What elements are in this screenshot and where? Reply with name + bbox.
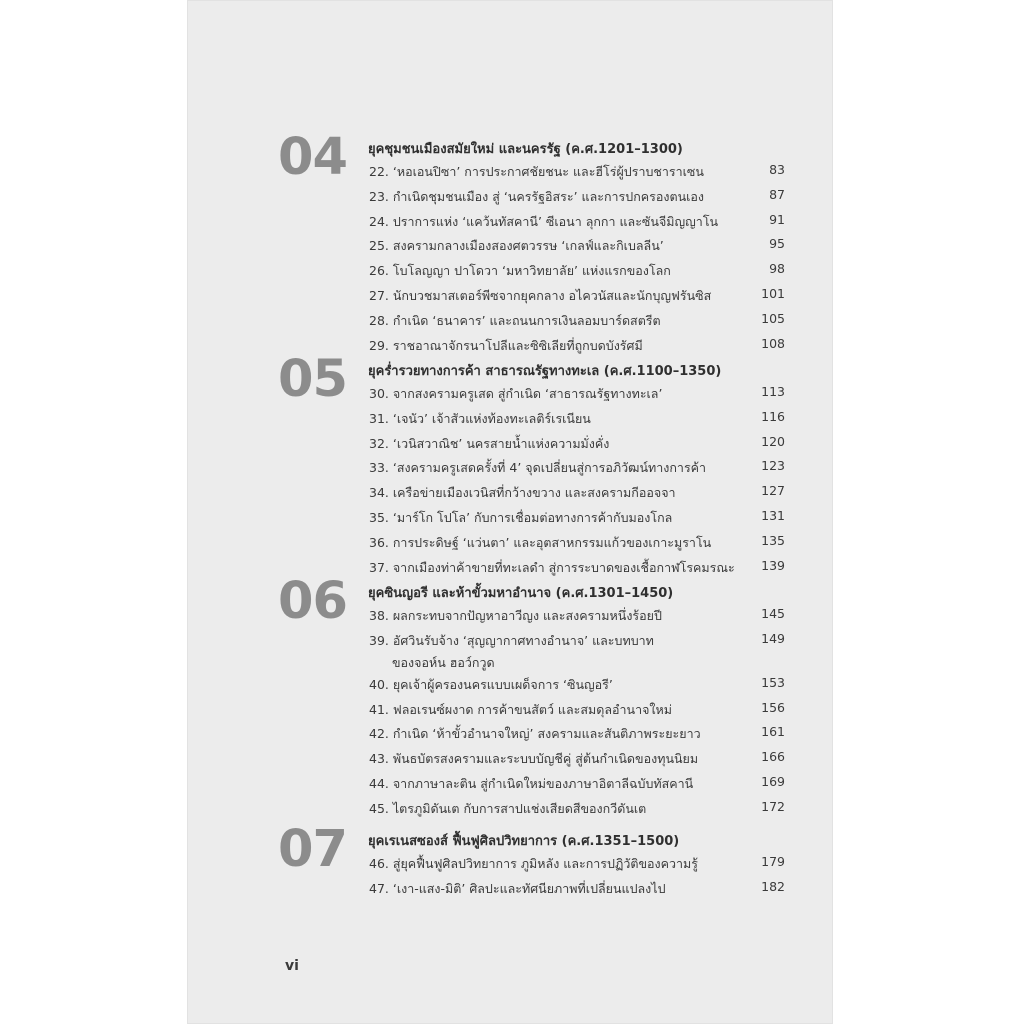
- toc-entry[interactable]: [369, 671, 789, 696]
- toc-entry[interactable]: [369, 745, 789, 770]
- toc-entry[interactable]: [369, 257, 789, 282]
- page-number: 95: [769, 236, 785, 252]
- page-number: 127: [761, 483, 785, 499]
- entry-title: 41. ฟลอเรนซ์ผงาด การค้าขนสัตว์ และสมดุลอำนาจใหม่: [369, 701, 673, 717]
- toc-entry[interactable]: [369, 158, 789, 183]
- page-number: 131: [761, 507, 785, 523]
- toc-entry[interactable]: [369, 332, 789, 357]
- page-number: 153: [761, 674, 785, 690]
- entry-title: 28. กำเนิด ‘ธนาคาร’ และถนนการเงินลอมบาร์ดสตรีต: [369, 312, 661, 328]
- toc-entry[interactable]: [369, 208, 789, 233]
- page-number: 135: [761, 532, 785, 548]
- entry-title: 42. กำเนิด ‘ห้าขั้วอำนาจใหญ่’ สงครามและสันติภาพระยะยาว: [369, 726, 701, 742]
- toc-entry[interactable]: [369, 554, 789, 579]
- toc-entry[interactable]: [369, 405, 789, 430]
- section-number: 04: [278, 128, 347, 187]
- entry-title: 38. ผลกระทบจากปัญหาอาวีญง และสงครามหนึ่งร้อยปี: [369, 608, 662, 623]
- page-number: 108: [761, 335, 785, 351]
- toc-entry[interactable]: [369, 307, 789, 332]
- page-number: 139: [761, 557, 785, 573]
- toc-entry[interactable]: [369, 627, 789, 671]
- toc-entry[interactable]: [369, 602, 789, 627]
- section-title: ยุคเรเนสซองส์ ฟื้นฟูศิลปวิทยาการ (ค.ศ.1351–1500): [368, 834, 680, 849]
- toc-entry[interactable]: [369, 380, 789, 405]
- section-number: 06: [278, 572, 347, 631]
- page-number: 156: [761, 699, 785, 715]
- page-number: 116: [761, 408, 785, 424]
- page-number: 87: [769, 186, 785, 202]
- entry-title: 47. ‘เงา-แสง-มิติ’ ศิลปะและทัศนียภาพที่เปลี่ยนแปลงไป: [369, 880, 666, 896]
- entry-title: 46. สู่ยุคฟื้นฟูศิลปวิทยาการ ภูมิหลัง และการปฏิวัติของความรู้: [369, 856, 698, 871]
- entry-title: 31. ‘เจนัว’ เจ้าสัวแห่งท้องทะเลติร์เรเนียน: [369, 410, 591, 426]
- entry-title: 23. กำเนิดชุมชนเมือง สู่ ‘นครรัฐอิสระ’ และการปกครองตนเอง: [369, 188, 705, 204]
- entry-title: 30. จากสงครามครูเสด สู่กำเนิด ‘สาธารณรัฐทางทะเล’: [369, 386, 663, 401]
- toc-entry[interactable]: [369, 696, 789, 721]
- entry-title: 27. นักบวชมาสเตอร์พีซจากยุคกลาง อไควนัสและนักบุญฟรันซิส: [369, 287, 712, 303]
- entry-title-continued: ของจอห์น ฮอว์กวูด: [392, 654, 495, 670]
- entry-title: 32. ‘เวนิสวาณิช’ นครสายน้ำแห่งความมั่งคั่ง: [369, 435, 610, 451]
- entry-title: 34. เครือข่ายเมืองเวนิสที่กว้างขวาง และสงครามกีออจจา: [369, 485, 676, 501]
- toc-entry[interactable]: [369, 504, 789, 529]
- entry-title: 29. ราชอาณาจักรนาโปลีและซิซิเลียที่ถูกบดบังรัศมี: [369, 337, 643, 353]
- page-number: 169: [761, 773, 785, 789]
- toc-entry[interactable]: [369, 183, 789, 208]
- page-number: 182: [761, 878, 785, 894]
- toc-entry[interactable]: [369, 795, 789, 820]
- section-title: ยุคร่ำรวยทางการค้า สาธารณรัฐทางทะเล (ค.ศ.1100–1350): [368, 364, 722, 379]
- toc-entry[interactable]: [369, 875, 789, 900]
- toc-entry[interactable]: [369, 770, 789, 795]
- toc-entry[interactable]: [369, 850, 789, 875]
- page-number: 172: [761, 798, 785, 814]
- page-number: 149: [761, 630, 785, 646]
- page-number: 120: [761, 433, 785, 449]
- entry-title: 26. โบโลญญา ปาโดวา ‘มหาวิทยาลัย’ แห่งแรกของโลก: [369, 263, 671, 279]
- page-number: 91: [769, 211, 785, 227]
- page-number: 161: [761, 724, 785, 740]
- toc-entries: [369, 158, 789, 356]
- page-number: 145: [761, 606, 785, 621]
- entry-title: 33. ‘สงครามครูเสดครั้งที่ 4’ จุดเปลี่ยนสู่การอภิวัฒน์ทางการค้า: [369, 460, 707, 476]
- toc-entries: [369, 602, 789, 820]
- toc-entry[interactable]: [369, 232, 789, 257]
- entry-title: 25. สงครามกลางเมืองสองศตวรรษ ‘เกลฟ์และกิเบลลีน’: [369, 238, 664, 254]
- toc-entry[interactable]: [369, 720, 789, 745]
- page-folio: vi: [285, 958, 299, 974]
- page-number: 105: [761, 310, 785, 326]
- page-number: 123: [761, 458, 785, 474]
- page-number: 113: [761, 384, 785, 399]
- entry-title: 40. ยุคเจ้าผู้ครองนครแบบเผด็จการ ‘ซินญอรี’: [369, 676, 613, 692]
- page-number: 83: [769, 162, 785, 177]
- entry-title: 22. ‘หอเอนปิซา’ การประกาศชัยชนะ และฮีโร่ผู้ปราบชาราเซน: [369, 164, 704, 179]
- section-number: 07: [278, 820, 347, 879]
- toc-entry[interactable]: [369, 430, 789, 455]
- toc-entry[interactable]: [369, 479, 789, 504]
- entry-title: 37. จากเมืองท่าค้าขายที่ทะเลดำ สู่การระบาดของเชื้อกาฬโรคมรณะ: [369, 559, 735, 575]
- page-number: 98: [769, 261, 785, 277]
- page-number: 179: [761, 854, 785, 869]
- toc-entries: [369, 380, 789, 578]
- entry-title: 35. ‘มาร์โก โปโล’ กับการเชื่อมต่อทางการค้ากับมองโกล: [369, 509, 673, 525]
- entry-title: 39. อัศวินรับจ้าง ‘สุญญากาศทางอำนาจ’ และบทบาท: [369, 632, 654, 648]
- section-title: ยุคชุมชนเมืองสมัยใหม่ และนครรัฐ (ค.ศ.1201–1300): [368, 142, 683, 157]
- section-number: 05: [278, 350, 347, 409]
- entry-title: 44. จากภาษาละติน สู่กำเนิดใหม่ของภาษาอิตาลีฉบับทัสคานี: [369, 775, 694, 791]
- toc-entry[interactable]: [369, 529, 789, 554]
- page-number: 101: [761, 285, 785, 301]
- toc-entry[interactable]: [369, 282, 789, 307]
- entry-title: 43. พันธบัตรสงครามและระบบบัญชีคู่ สู่ต้นกำเนิดของทุนนิยม: [369, 751, 699, 767]
- entry-title: 36. การประดิษฐ์ ‘แว่นตา’ และอุตสาหกรรมแก้วของเกาะมูราโน: [369, 534, 712, 550]
- book-page: [187, 0, 833, 1024]
- toc-entry[interactable]: [369, 454, 789, 479]
- page-number: 166: [761, 749, 785, 765]
- toc-entries: [369, 850, 789, 900]
- entry-title: 45. ไตรภูมิดันเต กับการสาปแช่งเสียดสีของกวีดันเต: [369, 800, 647, 816]
- section-title: ยุคซินญอรี และห้าขั้วมหาอำนาจ (ค.ศ.1301–1450): [368, 586, 674, 601]
- entry-title: 24. ปราการแห่ง ‘แคว้นทัสคานี’ ซีเอนา ลุกกา และซันจีมิญญาโน: [369, 213, 719, 229]
